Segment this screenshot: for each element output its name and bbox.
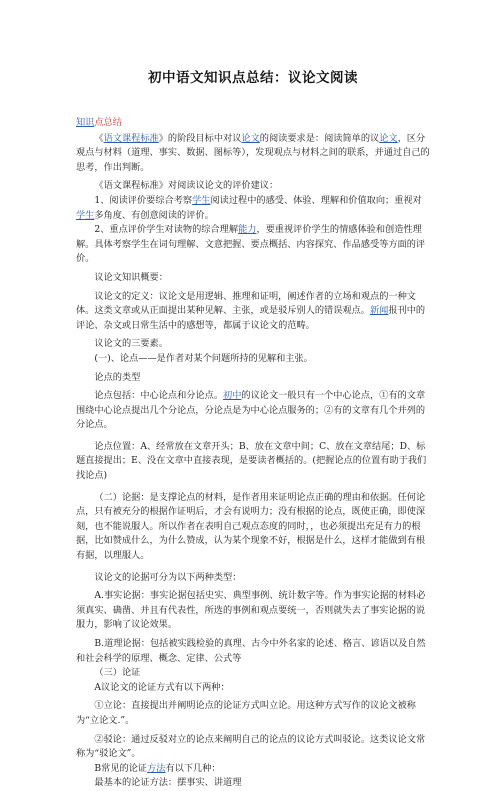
ability-link[interactable]: 能力	[238, 224, 257, 236]
paragraph-argument-position: 论点位置：A、经常放在文章开头；B、放在文章中间；C、放在文章结尾；D、标题直接提出；E、没在文章中直接表现，是要读者概括的。(把握论点的位置有助于我们找论点)	[76, 440, 427, 482]
method-link[interactable]: 方法	[147, 762, 166, 774]
paragraph-methods: B常见的论证方法有以下几种：	[94, 762, 221, 774]
junior-high-link[interactable]: 初中	[223, 390, 242, 402]
paragraph-establish: ①立论：直接提出并阐明论点的论证方式叫立论。用这种方式写作的议论文被称为“立论文.”。	[76, 700, 416, 726]
section-heading-text: 点总结	[94, 117, 122, 128]
paragraph-overview-heading: 议论文知识概要：	[94, 271, 168, 283]
page-title: 初中语文知识点总结：议论文阅读	[148, 70, 358, 86]
paragraph-standard-requirement: 《语文课程标准》的阶段目标中对议论文的阅读要求是：阅读简单的议论文，区分观点与材料（道理、事实、数据、图标等），发现观点与材料之间的联系，并通过自己的思考，作出判断。	[76, 132, 430, 173]
paragraph-basic-methods: 最基本的论证方法：摆事实、讲道理	[94, 777, 242, 789]
paragraph-three-elements: 议论文的三要素。	[94, 338, 168, 350]
paragraph-definition: 议论文的定义：议论文是用逻辑、推理和证明，阐述作者的立场和观点的一种文体。这类文章或从正面提出某种见解、主张，或是驳斥别人的错误观点。新闻报刊中的评论、杂文或日常生活中的感想等，都属于议论文的范畴。	[76, 290, 426, 331]
essay-link-1[interactable]: 论文	[241, 132, 260, 144]
paragraph-evaluation-1: 1、阅读评价要综合考察学生阅读过程中的感受、体验、理解和价值取向；重视对学生多角度、有创意阅读的评价。	[76, 194, 422, 221]
paragraph-argument: (一)、论点——是作者对某个问题所持的见解和主张。	[94, 352, 313, 364]
paragraph-refute: ②驳论：通过反驳对立的论点来阐明自己的论点的议论方式叫驳论。这类议论文常称为“驳论文”。	[76, 733, 426, 760]
paragraph-reason-evidence: B.道理论据：包括被实践检验的真理、古今中外名家的论述、格言、谚语以及自然和社会科学的原理、概念、定律、公式等	[76, 638, 426, 664]
paragraph-evaluation-2: 2、重点评价学生对读物的综合理解能力，要重视评价学生的情感体验和创造性理解。具体考察学生在词句理解、文意把握、要点概括、内容探究、作品感受等方面的评价。	[76, 224, 426, 265]
paragraph-evidence-types: 议论文的论据可分为以下两种类型：	[94, 571, 242, 583]
curriculum-standard-link[interactable]: 语文课程标准	[103, 132, 159, 144]
essay-link-2[interactable]: 论文	[379, 132, 398, 144]
student-link-1[interactable]: 学生	[192, 194, 211, 206]
paragraph-demonstration-modes: A议论文的论证方式有以下两种：	[94, 681, 230, 693]
paragraph-evaluation-intro: 《语文课程标准》对阅读议论文的评价建议：	[94, 180, 279, 192]
section-heading	[76, 116, 430, 131]
news-link[interactable]: 新闻	[370, 305, 389, 317]
paragraph-argument-includes: 论点包括：中心论点和分论点。初中的议论文一般只有一个中心论点，①有的文章围绕中心论点提出几个分论点，分论点是为中心论点服务的；②有的文章有几个并列的分论点。	[76, 390, 426, 431]
student-link-2[interactable]: 学生	[76, 209, 95, 221]
paragraph-demonstration: （三）论证	[94, 667, 141, 679]
paragraph-argument-types: 论点的类型	[94, 371, 141, 383]
paragraph-evidence: （二）论据：是支撑论点的材料，是作者用来证明论点正确的理由和依据。任何论点，只有被充分的根据作证明后，才会有说明力；没有根据的论点，既使正确，即使深刻，也不能说服人。所以作者在表明自己观点态度的同时，，也必须提出充足有力的根据，比如赞成什么，为什么赞成，认为某个现象不好，根据是什么，这样才能做到有根有据，以理服人。	[76, 491, 426, 562]
paragraph-fact-evidence: A.事实论据：事实论据包括史实、典型事例、统计数字等。作为事实论据的材料必须真实、确凿、并且有代表性，所选的事例和观点要统一，否则就失去了事实论据的说服力，影响了议论效果。	[76, 590, 426, 631]
knowledge-link[interactable]: 知识	[76, 117, 95, 128]
